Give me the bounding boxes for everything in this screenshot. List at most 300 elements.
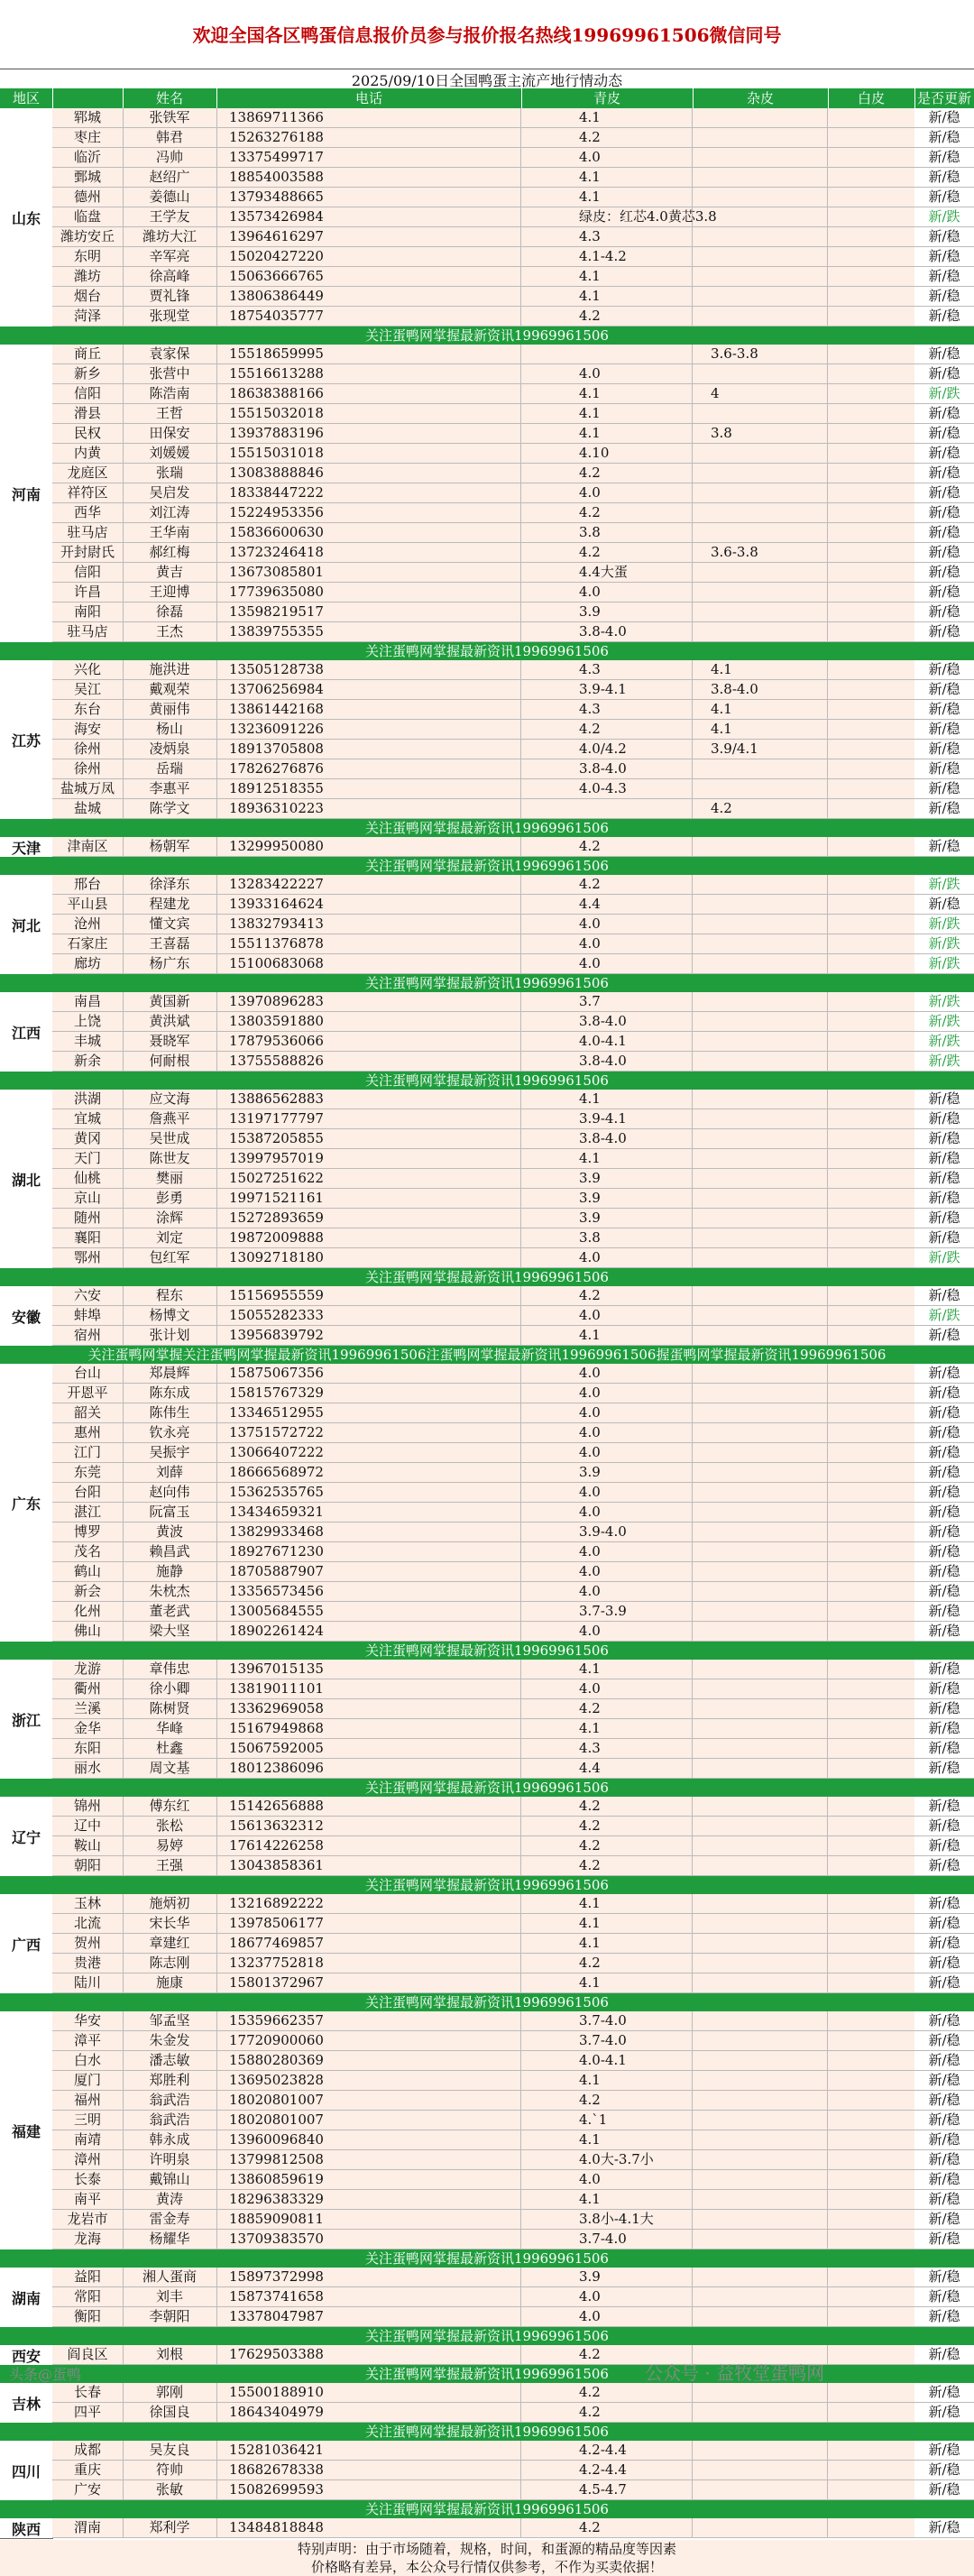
cell-phone: 13237752818 [216, 1954, 521, 1973]
cell-name: 包红军 [123, 1248, 217, 1267]
cell-baipi [828, 1602, 915, 1621]
cell-area: 驻马店 [52, 523, 124, 542]
cell-phone: 15516613288 [216, 364, 521, 383]
cell-qingpi: 4.0 [521, 1679, 693, 1698]
cell-baipi [828, 2190, 915, 2209]
cell-area: 平山县 [52, 895, 124, 914]
table-row [52, 2111, 974, 2130]
table-row [52, 1797, 974, 1817]
cell-updated: 新/稳 [914, 1836, 974, 1855]
cell-qingpi: 4.1-4.2 [521, 247, 693, 266]
cell-area: 祥符区 [52, 483, 124, 502]
cell-zapi [693, 1759, 828, 1778]
cell-name: 张松 [123, 1817, 217, 1835]
cell-qingpi: 4.0 [521, 1622, 693, 1641]
cell-name: 何耐根 [123, 1052, 217, 1071]
cell-updated: 新/稳 [914, 583, 974, 602]
disclaimer [0, 2540, 974, 2576]
cell-baipi [828, 503, 915, 522]
cell-baipi [828, 779, 915, 798]
table-row [52, 464, 974, 483]
cell-phone: 15067592005 [216, 1739, 521, 1758]
cell-updated: 新/稳 [914, 1797, 974, 1816]
cell-area: 临盘 [52, 207, 124, 226]
cell-zapi [693, 1384, 828, 1403]
cell-updated: 新/稳 [914, 287, 974, 306]
cell-qingpi: 3.9 [521, 2268, 693, 2286]
cell-name: 翁武浩 [123, 2111, 217, 2130]
cell-phone: 17739635080 [216, 583, 521, 602]
cell-baipi [828, 1582, 915, 1601]
cell-zapi [693, 759, 828, 778]
cell-name: 李朝阳 [123, 2307, 217, 2326]
cell-baipi [828, 2071, 915, 2090]
cell-name: 张现堂 [123, 307, 217, 326]
cell-name: 张铁军 [123, 108, 217, 127]
cell-zapi [693, 1169, 828, 1188]
cell-baipi [828, 1562, 915, 1581]
cell-updated: 新/稳 [914, 799, 974, 818]
cell-qingpi: 3.8-4.0 [521, 759, 693, 778]
cell-updated: 新/稳 [914, 622, 974, 641]
table-row [52, 799, 974, 819]
cell-baipi [828, 464, 915, 483]
cell-baipi [828, 345, 915, 363]
table-row [52, 287, 974, 307]
cell-baipi [828, 799, 915, 818]
cell-area: 三明 [52, 2111, 124, 2130]
table-row [52, 2051, 974, 2071]
cell-zapi [693, 2051, 828, 2070]
table-row [52, 384, 974, 404]
table-row [52, 1149, 974, 1169]
cell-area: 惠州 [52, 1423, 124, 1442]
cell-phone: 13598219517 [216, 603, 521, 621]
cell-area: 吴江 [52, 680, 124, 699]
cell-name: 凌炳泉 [123, 740, 217, 759]
cell-area: 南昌 [52, 992, 124, 1011]
cell-baipi [828, 603, 915, 621]
cell-qingpi: 4.1 [521, 1149, 693, 1168]
cell-updated: 新/稳 [914, 1856, 974, 1875]
cell-zapi [693, 1622, 828, 1641]
cell-area: 漳平 [52, 2031, 124, 2050]
cell-qingpi: 3.7 [521, 992, 693, 1011]
table-row [52, 2130, 974, 2150]
cell-qingpi: 4.1 [521, 1934, 693, 1953]
cell-qingpi: 4.1 [521, 424, 693, 443]
cell-name: 施静 [123, 1562, 217, 1581]
cell-area: 东阳 [52, 1739, 124, 1758]
cell-name: 吴振宇 [123, 1443, 217, 1462]
cell-name: 王喜磊 [123, 934, 217, 953]
cell-name: 杨耀华 [123, 2230, 217, 2249]
cell-area: 潍坊 [52, 267, 124, 286]
follow-banner: 关注蛋鸭网掌握最新资讯19969961506 [0, 327, 974, 345]
table-row [52, 2441, 974, 2461]
province-label: 湖北 [0, 1090, 53, 1269]
cell-baipi [828, 992, 915, 1011]
cell-qingpi: 4.1 [521, 1719, 693, 1738]
cell-phone: 15515032018 [216, 404, 521, 423]
table-row [52, 503, 974, 523]
cell-phone: 15801372967 [216, 1973, 521, 1992]
cell-name: 赖昌武 [123, 1542, 217, 1561]
cell-baipi [828, 2011, 915, 2030]
cell-qingpi: 4.2-4.4 [521, 2461, 693, 2479]
cell-phone: 18020801007 [216, 2111, 521, 2130]
cell-name: 杨山 [123, 720, 217, 739]
cell-phone: 13886562883 [216, 1090, 521, 1109]
cell-zapi [693, 1856, 828, 1875]
cell-zapi [693, 1149, 828, 1168]
cell-zapi [693, 2268, 828, 2286]
table-row [52, 128, 974, 148]
cell-updated: 新/稳 [914, 2383, 974, 2402]
cell-phone: 13484818848 [216, 2518, 521, 2537]
table-row [52, 583, 974, 603]
cell-phone: 15875067356 [216, 1364, 521, 1383]
cell-updated: 新/稳 [914, 227, 974, 246]
cell-baipi [828, 307, 915, 326]
cell-updated: 新/稳 [914, 2480, 974, 2499]
cell-qingpi: 3.9 [521, 1189, 693, 1208]
table-row [52, 1032, 974, 1052]
cell-zapi [693, 2190, 828, 2209]
cell-phone: 15142656888 [216, 1797, 521, 1816]
cell-baipi [828, 1052, 915, 1071]
table-row [52, 1542, 974, 1562]
cell-updated: 新/稳 [914, 1483, 974, 1502]
cell-zapi [693, 1954, 828, 1973]
cell-baipi [828, 1443, 915, 1462]
cell-zapi [693, 837, 828, 856]
cell-area: 金华 [52, 1719, 124, 1738]
cell-name: 朱枕杰 [123, 1582, 217, 1601]
cell-area: 常阳 [52, 2287, 124, 2306]
cell-updated: 新/跌 [914, 915, 974, 934]
table-row [52, 1090, 974, 1109]
cell-baipi [828, 1090, 915, 1109]
cell-phone: 17720900060 [216, 2031, 521, 2050]
cell-area: 驻马店 [52, 622, 124, 641]
cell-baipi [828, 523, 915, 542]
cell-phone: 13356573456 [216, 1582, 521, 1601]
table-row [52, 563, 974, 583]
cell-area: 内黄 [52, 444, 124, 463]
cell-phone: 13005684555 [216, 1602, 521, 1621]
cell-baipi [828, 1149, 915, 1168]
cell-area: 石家庄 [52, 934, 124, 953]
province-label: 山东 [0, 108, 53, 327]
cell-zapi [693, 1562, 828, 1581]
cell-updated: 新/稳 [914, 247, 974, 266]
table-row [52, 1622, 974, 1642]
cell-baipi [828, 267, 915, 286]
cell-zapi [693, 1973, 828, 1992]
cell-name: 李惠平 [123, 779, 217, 798]
cell-updated: 新/稳 [914, 2011, 974, 2030]
cell-baipi [828, 1403, 915, 1422]
cell-zapi [693, 915, 828, 934]
cell-zapi [693, 1463, 828, 1482]
cell-name: 杜鑫 [123, 1739, 217, 1758]
cell-updated: 新/稳 [914, 267, 974, 286]
cell-qingpi: 4.1 [521, 188, 693, 207]
follow-banner: 关注蛋鸭网掌握最新资讯19969961506 [0, 2327, 974, 2345]
cell-baipi [828, 895, 915, 914]
cell-updated: 新/稳 [914, 2071, 974, 2090]
header-name: 姓名 [123, 88, 217, 108]
cell-qingpi: 4.2 [521, 2091, 693, 2110]
cell-qingpi: 4.0 [521, 954, 693, 973]
cell-baipi [828, 2091, 915, 2110]
cell-baipi [828, 1503, 915, 1522]
cell-zapi [693, 992, 828, 1011]
province-label: 浙江 [0, 1660, 53, 1780]
cell-area: 化州 [52, 1602, 124, 1621]
table-row [52, 875, 974, 895]
cell-name: 刘丰 [123, 2287, 217, 2306]
cell-area: 上饶 [52, 1012, 124, 1031]
cell-updated: 新/稳 [914, 345, 974, 363]
table-header [0, 88, 974, 108]
table-row [52, 1679, 974, 1699]
cell-baipi [828, 2031, 915, 2050]
table-row [52, 108, 974, 128]
cell-qingpi: 4.0/4.2 [521, 740, 693, 759]
cell-name: 王迎博 [123, 583, 217, 602]
cell-updated: 新/稳 [914, 1954, 974, 1973]
cell-baipi [828, 1622, 915, 1641]
cell-baipi [828, 2345, 915, 2364]
cell-phone: 19872009888 [216, 1228, 521, 1247]
table-row [52, 444, 974, 464]
cell-area: 许昌 [52, 583, 124, 602]
cell-area: 韶关 [52, 1403, 124, 1422]
cell-zapi [693, 1012, 828, 1031]
cell-qingpi: 4.0 [521, 2307, 693, 2326]
cell-zapi [693, 1286, 828, 1305]
cell-name: 朱金发 [123, 2031, 217, 2050]
cell-name: 陈东成 [123, 1384, 217, 1403]
table-row [52, 622, 974, 642]
cell-phone: 15362535765 [216, 1483, 521, 1502]
cell-area: 鹤山 [52, 1562, 124, 1581]
cell-updated: 新/稳 [914, 1523, 974, 1541]
cell-updated: 新/稳 [914, 759, 974, 778]
cell-phone: 13573426984 [216, 207, 521, 226]
cell-zapi [693, 2461, 828, 2479]
cell-zapi [693, 1797, 828, 1816]
header-area [52, 88, 124, 108]
table-row [52, 2230, 974, 2249]
cell-name: 樊丽 [123, 1169, 217, 1188]
cell-name: 潘志敏 [123, 2051, 217, 2070]
cell-zapi [693, 128, 828, 147]
cell-baipi [828, 2230, 915, 2249]
cell-baipi [828, 1759, 915, 1778]
cell-phone: 13869711366 [216, 108, 521, 127]
table-row [52, 1503, 974, 1523]
cell-phone: 13997957019 [216, 1149, 521, 1168]
cell-updated: 新/稳 [914, 1622, 974, 1641]
cell-qingpi: 4.2 [521, 720, 693, 739]
table-row [52, 207, 974, 227]
cell-area: 鄄城 [52, 168, 124, 187]
cell-qingpi: 4.2 [521, 1856, 693, 1875]
table-row [52, 148, 974, 168]
cell-qingpi: 4.0 [521, 915, 693, 934]
cell-name: 黄涛 [123, 2190, 217, 2209]
cell-area: 贺州 [52, 1934, 124, 1953]
cell-area: 阎良区 [52, 2345, 124, 2364]
cell-updated: 新/稳 [914, 1739, 974, 1758]
table-row [52, 992, 974, 1012]
cell-updated: 新/稳 [914, 1209, 974, 1228]
cell-area: 六安 [52, 1286, 124, 1305]
cell-baipi [828, 1719, 915, 1738]
cell-area: 辽中 [52, 1817, 124, 1835]
cell-qingpi: 4.1 [521, 267, 693, 286]
cell-qingpi: 4.0 [521, 1503, 693, 1522]
cell-area: 宜城 [52, 1109, 124, 1128]
cell-updated: 新/稳 [914, 2461, 974, 2479]
cell-zapi [693, 2170, 828, 2189]
cell-zapi [693, 1052, 828, 1071]
cell-qingpi: 4.0-4.1 [521, 1032, 693, 1051]
cell-qingpi: 4.3 [521, 660, 693, 679]
table-row [52, 1894, 974, 1914]
cell-qingpi: 4.3 [521, 227, 693, 246]
cell-name: 许明泉 [123, 2150, 217, 2169]
cell-zapi [693, 2441, 828, 2460]
cell-name: 刘媛媛 [123, 444, 217, 463]
cell-phone: 15082699593 [216, 2480, 521, 2499]
cell-qingpi: 4.1 [521, 384, 693, 403]
cell-name: 袁家保 [123, 345, 217, 363]
cell-qingpi: 3.7-4.0 [521, 2011, 693, 2030]
cell-zapi [693, 1699, 828, 1718]
cell-phone: 13695023828 [216, 2071, 521, 2090]
watermark-right: 公众号 · 益牧堂蛋鸭网 [645, 2362, 825, 2384]
cell-phone: 13197177797 [216, 1109, 521, 1128]
table-row [52, 680, 974, 700]
cell-updated: 新/稳 [914, 1660, 974, 1679]
cell-updated: 新/稳 [914, 108, 974, 127]
cell-qingpi: 4.1 [521, 2130, 693, 2149]
cell-updated: 新/稳 [914, 2210, 974, 2229]
cell-phone: 13375499717 [216, 148, 521, 167]
cell-phone: 18754035777 [216, 307, 521, 326]
cell-name: 施炳初 [123, 1894, 217, 1913]
province-label: 四川 [0, 2441, 53, 2501]
table-row [52, 543, 974, 563]
table-row [52, 1228, 974, 1248]
cell-qingpi: 3.7-4.0 [521, 2031, 693, 2050]
cell-updated: 新/稳 [914, 1109, 974, 1128]
cell-phone: 15224953356 [216, 503, 521, 522]
cell-updated: 新/跌 [914, 875, 974, 894]
cell-qingpi: 4.0 [521, 934, 693, 953]
cell-zapi [693, 404, 828, 423]
cell-name: 黄吉 [123, 563, 217, 582]
cell-phone: 13346512955 [216, 1403, 521, 1422]
cell-area: 台山 [52, 1364, 124, 1383]
cell-name: 王学友 [123, 207, 217, 226]
cell-name: 周文基 [123, 1759, 217, 1778]
cell-name: 郑利学 [123, 2518, 217, 2537]
cell-qingpi: 4.1 [521, 168, 693, 187]
table-row [52, 2287, 974, 2307]
cell-name: 吴世成 [123, 1129, 217, 1148]
cell-updated: 新/稳 [914, 2111, 974, 2130]
cell-qingpi: 4.1 [521, 1090, 693, 1109]
cell-phone: 17614226258 [216, 1836, 521, 1855]
table-row [52, 1817, 974, 1836]
cell-updated: 新/稳 [914, 2150, 974, 2169]
cell-updated: 新/稳 [914, 2031, 974, 2050]
cell-qingpi: 3.8-4.0 [521, 1129, 693, 1148]
table-row [52, 1483, 974, 1503]
cell-zapi [693, 444, 828, 463]
follow-banner: 关注蛋鸭网掌握最新资讯19969961506 [0, 1876, 974, 1894]
cell-qingpi: 4.2 [521, 2345, 693, 2364]
cell-phone: 13299950080 [216, 837, 521, 856]
cell-baipi [828, 1894, 915, 1913]
cell-qingpi: 3.8-4.0 [521, 622, 693, 641]
cell-baipi [828, 188, 915, 207]
table-row [52, 1562, 974, 1582]
cell-updated: 新/稳 [914, 740, 974, 759]
cell-area: 民权 [52, 424, 124, 443]
cell-baipi [828, 1286, 915, 1305]
cell-name: 郝红梅 [123, 543, 217, 562]
cell-name: 董老武 [123, 1602, 217, 1621]
cell-updated: 新/跌 [914, 384, 974, 403]
cell-zapi [693, 2287, 828, 2306]
cell-name: 陈伟生 [123, 1403, 217, 1422]
cell-updated: 新/稳 [914, 680, 974, 699]
cell-name: 戴锦山 [123, 2170, 217, 2189]
cell-baipi [828, 247, 915, 266]
cell-phone: 18912518355 [216, 779, 521, 798]
cell-area: 玉林 [52, 1894, 124, 1913]
cell-baipi [828, 1934, 915, 1953]
cell-updated: 新/稳 [914, 364, 974, 383]
cell-updated: 新/稳 [914, 1326, 974, 1345]
cell-updated: 新/稳 [914, 1542, 974, 1561]
cell-name: 戴观荣 [123, 680, 217, 699]
cell-name: 赵向伟 [123, 1483, 217, 1502]
cell-baipi [828, 2383, 915, 2402]
cell-qingpi: 4.2 [521, 2403, 693, 2422]
cell-updated: 新/稳 [914, 1364, 974, 1383]
table-row [52, 2461, 974, 2480]
cell-area: 茂名 [52, 1542, 124, 1561]
cell-qingpi: 4.2 [521, 307, 693, 326]
cell-name: 詹燕平 [123, 1109, 217, 1128]
date-title: 2025/09/10日全国鸭蛋主流产地行情动态 [0, 69, 974, 89]
table-row [52, 1403, 974, 1423]
cell-zapi [693, 287, 828, 306]
cell-zapi [693, 2210, 828, 2229]
cell-updated: 新/稳 [914, 424, 974, 443]
follow-banner: 关注蛋鸭网掌握最新资讯19969961506 [0, 2365, 974, 2383]
cell-area: 丰城 [52, 1032, 124, 1051]
cell-name: 贾礼锋 [123, 287, 217, 306]
cell-zapi [693, 1483, 828, 1502]
